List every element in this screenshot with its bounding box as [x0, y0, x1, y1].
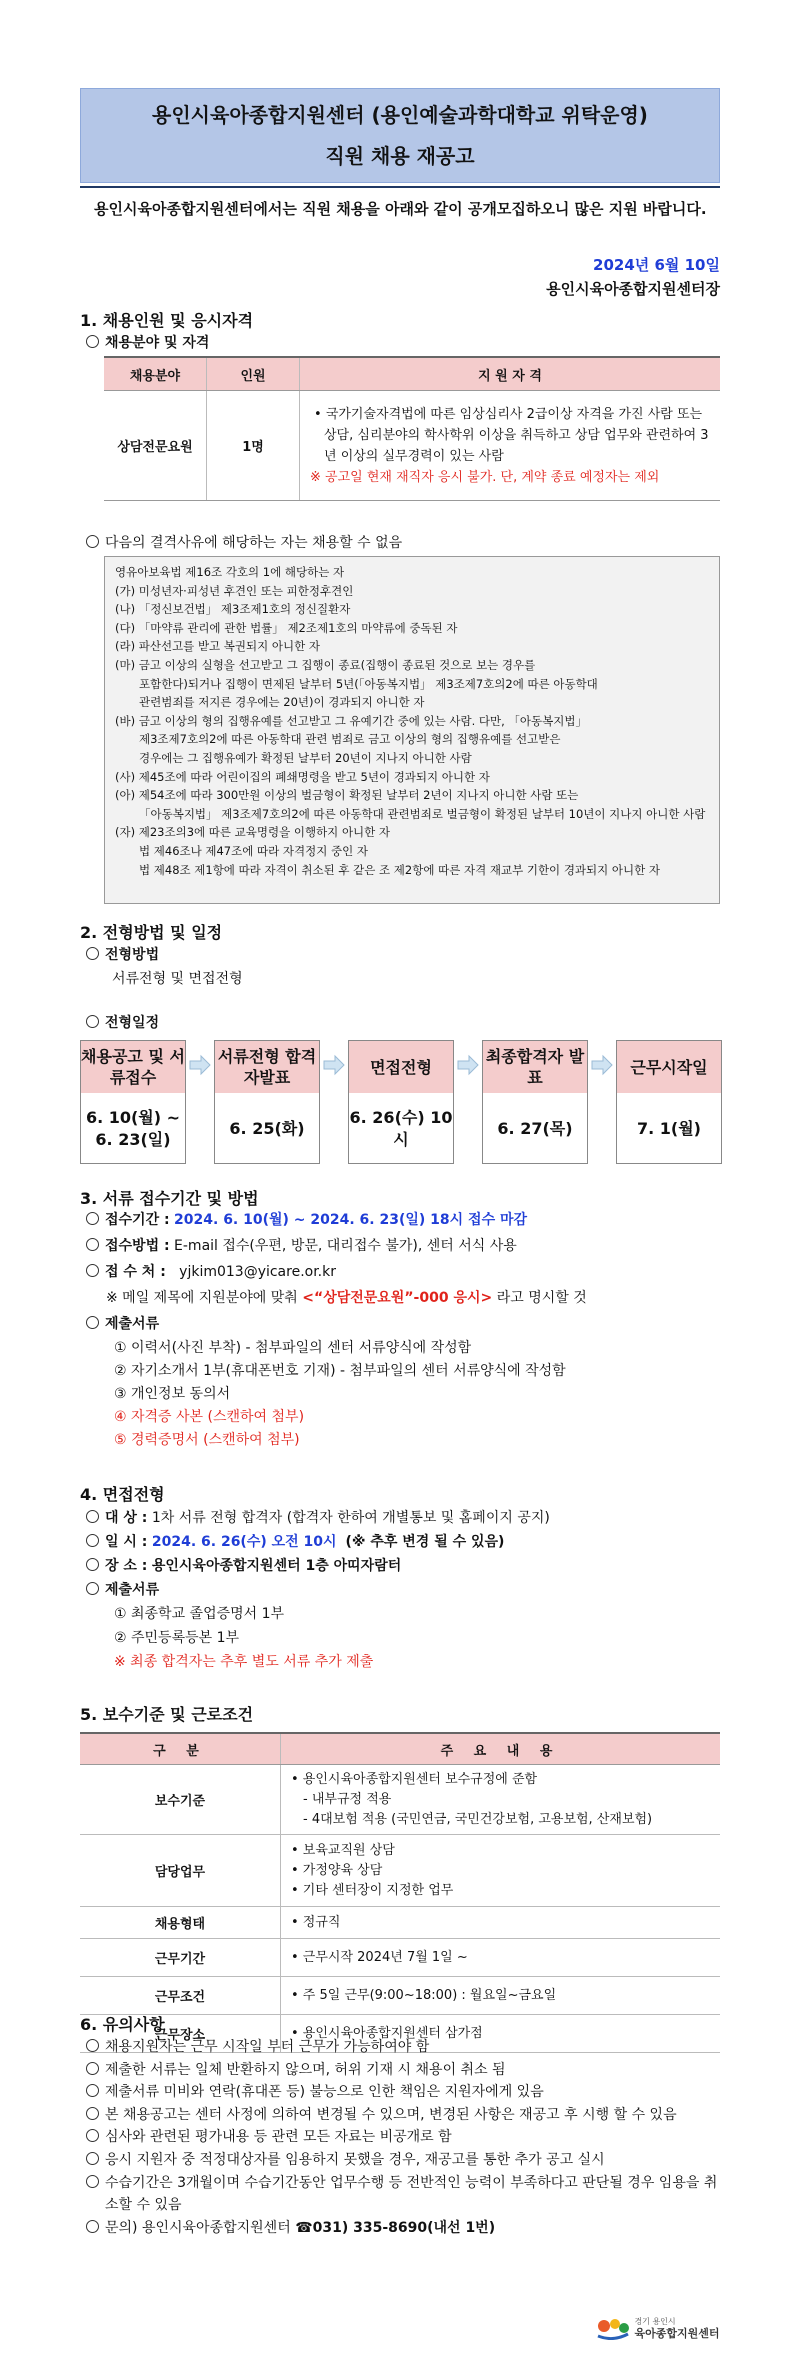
recruit-field: 상담전문요원: [104, 391, 207, 501]
interview-date-line: 일 시 : 2024. 6. 26(수) 오전 10시 (※ 추후 변경 될 수 있음): [86, 1532, 504, 1552]
step-body: 6. 25(화): [229, 1119, 305, 1138]
circle-bullet-icon: [86, 2062, 99, 2075]
disq-line: 영유아보육법 제16조 각호의 1에 해당하는 자: [115, 565, 345, 579]
disq-line: 「아동복지법」 제3조제7호의2에 따른 아동학대 관련범죄로 벌금형이 확정된 날부터 10년이 지나지 아니한 사람: [139, 806, 706, 821]
disq-line: (자) 제23조의3에 따른 교육명령을 이행하지 아니한 자: [115, 825, 391, 840]
disqualification-box: [104, 556, 720, 904]
circle-bullet-icon: [86, 335, 99, 348]
circle-bullet-icon: [86, 1212, 99, 1225]
note-item: 심사와 관련된 평가내용 등 관련 모든 자료는 비공개로 함: [86, 2126, 726, 2149]
note-item: 수습기간은 3개월이며 수습기간동안 업무수행 등 전반적인 능력이 부족하다고 판단될 경우 임용을 취소할 수 있음: [86, 2172, 726, 2217]
email-link[interactable]: yjkim013@yicare.or.kr: [179, 1264, 336, 1280]
disq-line: (라) 파산선고를 받고 복권되지 아니한 자: [115, 639, 320, 654]
step-body: 6. 27(목): [497, 1119, 573, 1138]
pay-table: [80, 1732, 720, 2053]
circle-bullet-icon: [86, 1238, 99, 1251]
mail-note: ※ 메일 제목에 지원분야에 맞춰 <“상담전문요원”-000 응시> 라고 명시할 것: [106, 1290, 587, 1306]
title-line2: 직원 채용 재공고: [325, 144, 475, 168]
pay-value: • 정규직: [281, 1907, 721, 1939]
notice-date: 2024년 6월 10일: [593, 256, 720, 274]
note-item: 제출한 서류는 일체 반환하지 않으며, 허위 기재 시 채용이 취소 됨: [86, 2059, 726, 2082]
disq-line: 포함한다)되거나 집행이 면제된 날부터 5년(「아동복지법」 제3조제7호의2에 따른 아동학대: [139, 676, 598, 691]
doc4-note: ※ 최종 합격자는 추후 별도 서류 추가 제출: [114, 1654, 374, 1670]
period-value: 2024. 6. 10(월) ~ 2024. 6. 23(일) 18시 접수 마감: [174, 1212, 528, 1228]
place3-line: 접 수 처 : yjkim013@yicare.or.kr: [86, 1262, 336, 1282]
step-head: 근무시작일: [617, 1041, 721, 1093]
recruit-table: [104, 356, 720, 501]
doc-item: ③ 개인정보 동의서: [114, 1386, 231, 1402]
pay-value: • 용인시육아종합지원센터 보수규정에 준함 - 내부규정 적용 - 4대보험 적용 (국민연금, 국민건강보험, 고용보험, 산재보험): [281, 1765, 721, 1835]
title-rule: [80, 186, 720, 188]
section1-title: 1. 채용인원 및 응시자격: [80, 311, 254, 330]
interview-place-line: 장 소 : 용인시육아종합지원센터 1층 아띠자람터: [86, 1556, 401, 1576]
circle-bullet-icon: [86, 1534, 99, 1547]
circle-bullet-icon: [86, 1316, 99, 1329]
circle-bullet-icon: [86, 1510, 99, 1523]
note-item: 본 채용공고는 센터 사정에 의하여 변경될 수 있으며, 변경된 사항은 재공고 후 시행 할 수 있음: [86, 2104, 726, 2127]
disq-line: 경우에는 그 집행유예가 확정된 날부터 20년이 지나지 아니한 사람: [139, 750, 472, 765]
disq-line: (다) 「마약류 관리에 관한 법률」 제2조제1호의 마약류에 중독된 자: [115, 620, 458, 635]
circle-bullet-icon: [86, 535, 99, 548]
th-content: 주 요 내 용: [281, 1733, 721, 1765]
schedule-step-2: [214, 1040, 320, 1164]
schedule-label: 전형일정: [86, 1012, 159, 1032]
title-box: [80, 88, 720, 183]
schedule-step-3: [348, 1040, 454, 1164]
arrow-right-icon: [457, 1054, 479, 1076]
circle-bullet-icon: [86, 2084, 99, 2097]
section3-title: 3. 서류 접수기간 및 방법: [80, 1189, 259, 1208]
pay-key: 채용형태: [80, 1907, 281, 1939]
disq-line: 제3조제7호의2에 따른 아동학대 관련 범죄로 금고 이상의 형의 집행유예를 선고받은: [139, 732, 561, 747]
section1-sub2: 다음의 결격사유에 해당하는 자는 채용할 수 없음: [86, 532, 402, 552]
circle-bullet-icon: [86, 1558, 99, 1571]
recruit-qual-cell: • 국가기술자격법에 따른 임상심리사 2급이상 자격을 가진 사람 또는 상담, 심리분야의 학사학위 이상을 취득하고 상담 업무와 관련하여 3년 이상의 실무경력이 있는 사람 ※ 공고일 현재 재직자 응시 불가. 단, 계약 종료 예정자는 제외: [300, 391, 721, 501]
th-field: 채용분야: [104, 357, 207, 391]
pay-value: • 용인시육아종합지원센터 삼가점: [281, 2015, 721, 2053]
logo-small: 경기 용인시: [634, 2317, 676, 2326]
step-body: 6. 10(월) ~ 6. 23(일): [85, 1108, 181, 1149]
recruit-note: ※ 공고일 현재 재직자 응시 불가. 단, 계약 종료 예정자는 제외: [310, 469, 660, 485]
circle-bullet-icon: [86, 2175, 99, 2188]
recruit-count: 1명: [207, 391, 300, 501]
pay-key: 근무장소: [80, 2015, 281, 2053]
doc4-item: ② 주민등록등본 1부: [114, 1630, 240, 1646]
title-line1: 용인시육아종합지원센터 (용인예술과학대학교 위탁운영): [152, 103, 648, 127]
logo-name: 육아종합지원센터: [634, 2327, 720, 2340]
method-label: 전형방법: [86, 944, 159, 964]
pay-value: • 근무시작 2024년 7월 1일 ~: [281, 1939, 721, 1977]
note-item: 채용지원자는 근무 시작일 부터 근무가 가능하여야 함: [86, 2036, 726, 2059]
recruit-qual: 국가기술자격법에 따른 임상심리사 2급이상 자격을 가진 사람 또는 상담, 심리분야의 학사학위 이상을 취득하고 상담 업무와 관련하여 3년 이상의 실무경력이 있는 사람: [324, 406, 709, 464]
contact-line: 문의) 용인시육아종합지원센터 ☎031) 335-8690(내선 1번): [86, 2217, 726, 2240]
pay-value: • 보육교직원 상담 • 가정양육 상담 • 기타 센터장이 지정한 업무: [281, 1835, 721, 1907]
section4-title: 4. 면접전형: [80, 1485, 165, 1504]
note-item: 응시 지원자 중 적정대상자를 임용하지 못했을 경우, 재공고를 통한 추가 공고 실시: [86, 2149, 726, 2172]
disq-line: (아) 제54조에 따라 300만원 이상의 벌금형이 확정된 날부터 2년이 지나지 아니한 사람 또는: [115, 788, 579, 803]
circle-bullet-icon: [86, 947, 99, 960]
disq-line: (마) 금고 이상의 실형을 선고받고 그 집행이 종료(집행이 종료된 것으로 보는 경우를: [115, 657, 536, 672]
schedule-step-4: [482, 1040, 588, 1164]
disq-line: (가) 미성년자·피성년 후견인 또는 피한정후견인: [115, 583, 354, 598]
section5-title: 5. 보수기준 및 근로조건: [80, 1705, 254, 1724]
step-head: 서류전형 합격자발표: [215, 1041, 319, 1093]
center-logo: [596, 2316, 719, 2340]
arrow-right-icon: [591, 1054, 613, 1076]
disq-line: 법 제48조 제1항에 따라 자격이 취소된 후 같은 조 제2항에 따른 자격 재교부 기한이 경과되지 아니한 자: [139, 862, 661, 877]
arrow-right-icon: [189, 1054, 211, 1076]
docs4-label: 제출서류: [86, 1580, 159, 1600]
circle-bullet-icon: [86, 2107, 99, 2120]
intro-text: 용인시육아종합지원센터에서는 직원 채용을 아래와 같이 공개모집하오니 많은 지원 바랍니다.: [94, 200, 707, 218]
arrow-right-icon: [323, 1054, 345, 1076]
circle-bullet-icon: [86, 2220, 99, 2233]
notes-list: [86, 2036, 726, 2239]
circle-bullet-icon: [86, 2152, 99, 2165]
schedule-step-5: [616, 1040, 722, 1164]
logo-mark-icon: [596, 2316, 630, 2340]
target-line: 대 상 : 1차 서류 전형 합격자 (합격자 한하여 개별통보 및 홈페이지 공지): [86, 1508, 550, 1528]
circle-bullet-icon: [86, 1582, 99, 1595]
disq-line: 법 제46조나 제47조에 따라 자격정지 중인 자: [139, 843, 368, 858]
section6-title: 6. 유의사항: [80, 2015, 165, 2034]
docs3-label: 제출서류: [86, 1314, 159, 1334]
pay-value: • 주 5일 근무(9:00~18:00) : 월요일~금요일: [281, 1977, 721, 2015]
doc-item: ② 자기소개서 1부(휴대폰번호 기재) - 첨부파일의 센터 서류양식에 작성함: [114, 1363, 566, 1379]
disq-line: 관련범죄를 저지른 경우에는 20년)이 경과되지 아니한 자: [139, 695, 425, 710]
circle-bullet-icon: [86, 2039, 99, 2052]
pay-key: 보수기준: [80, 1765, 281, 1835]
doc-item-red: ④ 자격증 사본 (스캔하여 첨부): [114, 1409, 305, 1425]
circle-bullet-icon: [86, 2129, 99, 2142]
section2-title: 2. 전형방법 및 일정: [80, 923, 223, 942]
note-item: 제출서류 미비와 연락(휴대폰 등) 불능으로 인한 책임은 지원자에게 있음: [86, 2081, 726, 2104]
step-head: 최종합격자 발표: [483, 1041, 587, 1093]
step-head: 채용공고 및 서류접수: [81, 1041, 185, 1093]
notice-org: 용인시육아종합지원센터장: [546, 280, 720, 298]
circle-bullet-icon: [86, 1264, 99, 1277]
step-head: 면접전형: [349, 1041, 453, 1093]
disq-line: (나) 「정신보건법」 제3조제1호의 정신질환자: [115, 602, 351, 617]
pay-key: 근무조건: [80, 1977, 281, 2015]
step-body: 7. 1(월): [637, 1119, 701, 1138]
pay-key: 담당업무: [80, 1835, 281, 1907]
period-line: 접수기간 : 2024. 6. 10(월) ~ 2024. 6. 23(일) 18시 접수 마감: [86, 1210, 527, 1230]
circle-bullet-icon: [86, 1015, 99, 1028]
pay-key: 근무기간: [80, 1939, 281, 1977]
method-text: 서류전형 및 면접전형: [112, 971, 243, 987]
schedule-step-1: [80, 1040, 186, 1164]
step-body: 6. 26(수) 10시: [349, 1108, 453, 1149]
disq-line: (바) 금고 이상의 형의 집행유예를 선고받고 그 유예기간 중에 있는 사람. 다만, 「아동복지법」: [115, 713, 587, 728]
doc-item: ① 이력서(사진 부착) - 첨부파일의 센터 서류양식에 작성함: [114, 1340, 472, 1356]
th-category: 구 분: [80, 1733, 281, 1765]
th-count: 인원: [207, 357, 300, 391]
th-qual: 지 원 자 격: [300, 357, 721, 391]
doc4-item: ① 최종학교 졸업증명서 1부: [114, 1606, 285, 1622]
contact-phone: ☎031) 335-8690(내선 1번): [295, 2219, 496, 2236]
method3-value: E-mail 접수(우편, 방문, 대리접수 불가), 센터 서식 사용: [174, 1238, 517, 1254]
disq-line: (사) 제45조에 따라 어린이집의 폐쇄명령을 받고 5년이 경과되지 아니한 자: [115, 769, 490, 784]
doc-item-red: ⑤ 경력증명서 (스캔하여 첨부): [114, 1432, 300, 1448]
section1-sub1: 채용분야 및 자격: [86, 332, 209, 352]
method3-line: 접수방법 : E-mail 접수(우편, 방문, 대리접수 불가), 센터 서식 사용: [86, 1236, 517, 1256]
